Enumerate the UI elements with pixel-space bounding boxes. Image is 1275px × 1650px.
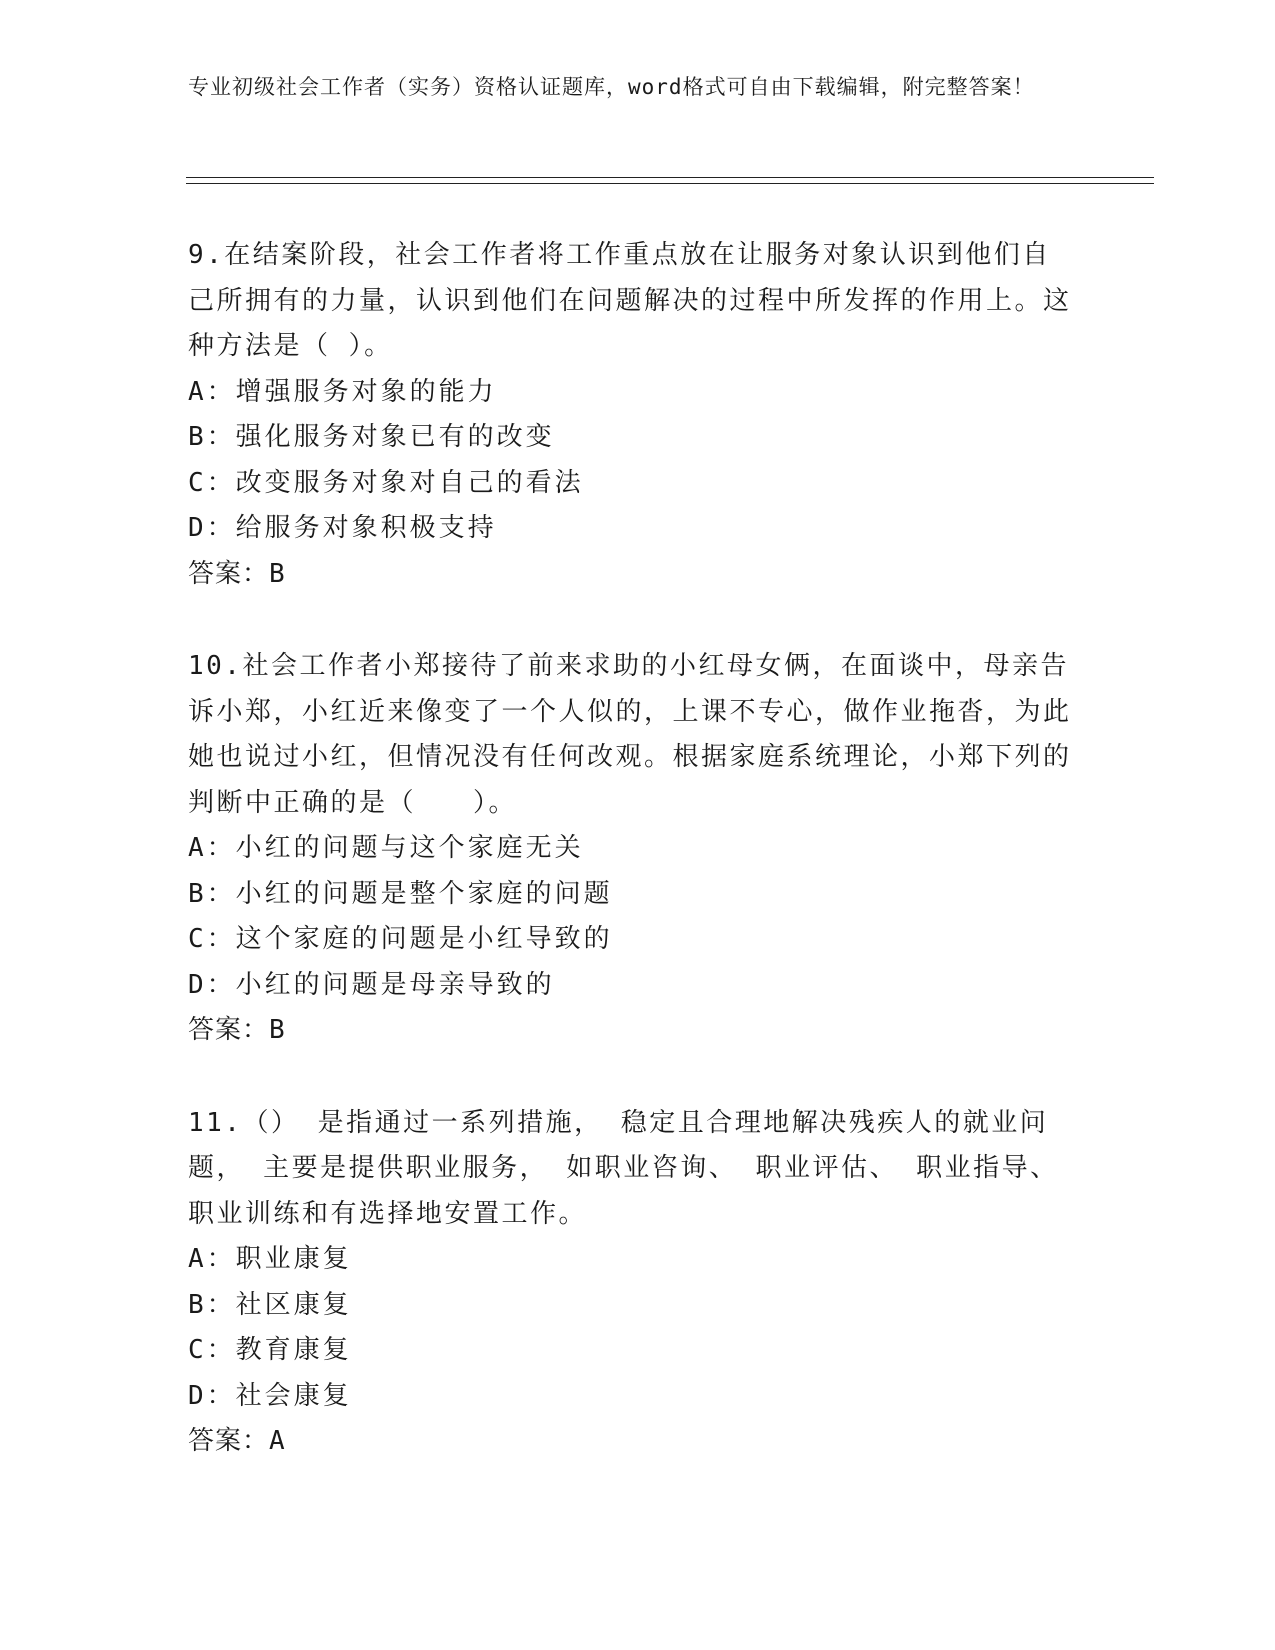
option-d: D：小红的问题是母亲导致的	[188, 969, 555, 1000]
question-stem: 10.社会工作者小郑接待了前来求助的小红母女俩，在面谈中，母亲告诉小郑，小红近来像变了一个人似的，上课不专心，做作业拖沓，为此她也说过小红，但情况没有任何改观。根据家庭系统理论，小郑下列的判断中正确的是（ ）。	[188, 651, 1072, 818]
question-10	[188, 644, 1088, 1054]
option-b: B：强化服务对象已有的改变	[188, 422, 555, 452]
option-a: A：职业康复	[188, 1244, 352, 1274]
header-double-rule	[186, 177, 1154, 184]
option-a: A：小红的问题与这个家庭无关	[188, 833, 584, 863]
option-b: B：社区康复	[188, 1289, 352, 1320]
option-c: C：这个家庭的问题是小红导致的	[188, 924, 613, 954]
question-11	[188, 1101, 1088, 1465]
option-a: A：增强服务对象的能力	[188, 376, 497, 407]
question-list	[188, 233, 1088, 1512]
page-header	[188, 72, 1068, 103]
answer-label: 答案：B	[188, 1015, 286, 1045]
header-title: 专业初级社会工作者（实务）资格认证题库，word格式可自由下载编辑，附完整答案！	[188, 75, 1035, 99]
option-d: D：给服务对象积极支持	[188, 513, 497, 543]
question-stem: 9.在结案阶段，社会工作者将工作重点放在让服务对象认识到他们自己所拥有的力量，认识到他们在问题解决的过程中所发挥的作用上。这种方法是（ ）。	[188, 240, 1072, 361]
answer-label: 答案：A	[188, 1426, 286, 1456]
question-stem: 11.（） 是指通过一系列措施， 稳定且合理地解决残疾人的就业问题， 主要是提供职业服务， 如职业咨询、 职业评估、 职业指导、 职业训练和有选择地安置工作。	[188, 1107, 1059, 1229]
option-c: C：改变服务对象对自己的看法	[188, 467, 584, 498]
question-9	[188, 233, 1088, 597]
option-b: B：小红的问题是整个家庭的问题	[188, 878, 613, 909]
answer-label: 答案：B	[188, 558, 286, 589]
option-c: C：教育康复	[188, 1335, 352, 1365]
option-d: D：社会康复	[188, 1380, 352, 1411]
